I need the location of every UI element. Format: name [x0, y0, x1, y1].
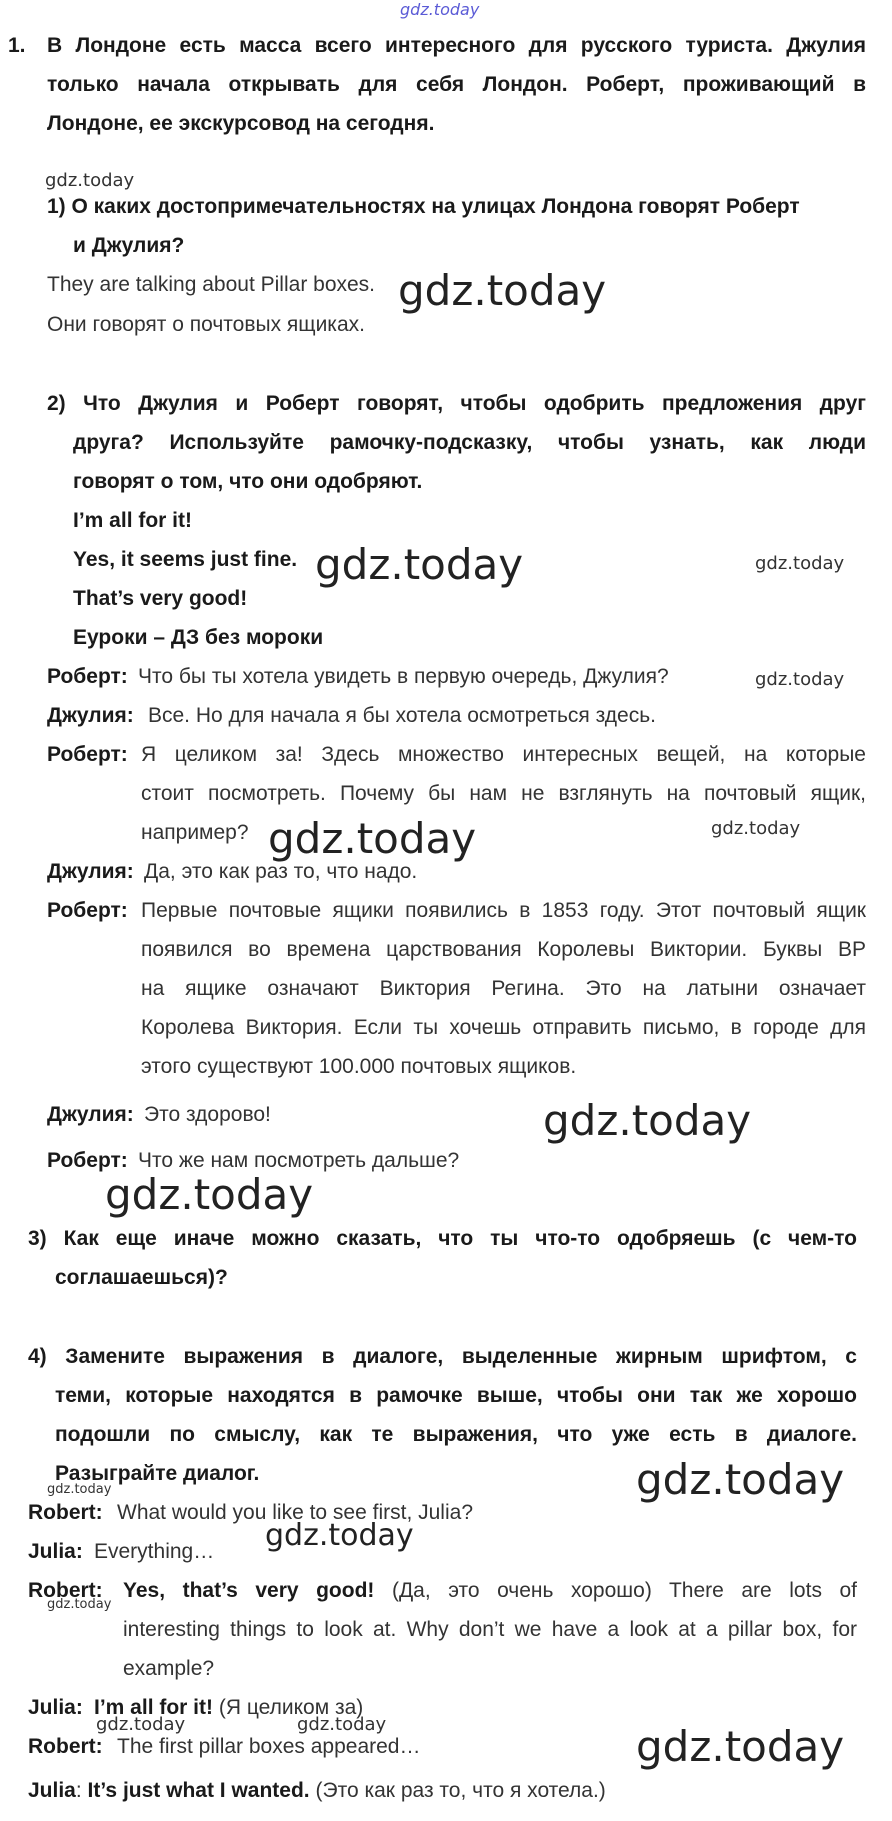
- question-1-line-1: 1) О каких достопримечательностях на улицах Лондона говорят Роберт: [47, 195, 800, 218]
- question-2-line-3: говорят о том, что они одобряют.: [73, 470, 423, 493]
- phrase-1: I’m all for it!: [73, 509, 193, 532]
- watermark-large: gdz.today: [636, 1455, 845, 1504]
- speaker-label: Robert:: [28, 1501, 103, 1524]
- watermark-small: gdz.today: [45, 170, 135, 191]
- phrase-2: Yes, it seems just fine.: [73, 548, 298, 571]
- eurok-line: Еуроки – ДЗ без мороки: [73, 626, 324, 649]
- question-3-line-1: 3) Как еще иначе можно сказать, что ты что-то одобряешь (с чем-то: [28, 1227, 857, 1250]
- watermark-top: gdz.today: [400, 0, 480, 19]
- speaker-label: Julia: [28, 1779, 76, 1802]
- task-intro-line-2: только начала открывать для себя Лондон. Роберт, проживающий в: [47, 73, 866, 96]
- watermark-small: gdz.today: [755, 553, 845, 574]
- question-3-line-2: соглашаешься)?: [55, 1266, 228, 1289]
- dialog-text: (Это как раз то, что я хотела.): [315, 1779, 606, 1802]
- dialog-line: появился во времена царствования Королевы Виктории. Буквы ВР: [141, 938, 866, 961]
- speaker-label: Julia:: [28, 1540, 83, 1563]
- answer-1-english: They are talking about Pillar boxes.: [47, 273, 376, 296]
- speaker-label: Джулия:: [47, 860, 134, 883]
- watermark-medium: gdz.today: [265, 1518, 414, 1553]
- answer-1-russian: Они говорят о почтовых ящиках.: [47, 313, 365, 336]
- dialog-line: Everything…: [94, 1540, 215, 1563]
- bold-phrase: Yes, that’s very good!: [123, 1579, 375, 1602]
- speaker-colon: :: [75, 1779, 82, 1802]
- dialog-line: Первые почтовые ящики появились в 1853 году. Этот почтовый ящик: [141, 899, 866, 922]
- phrase-3: That’s very good!: [73, 587, 248, 610]
- dialog-line: Что бы ты хотела увидеть в первую очередь, Джулия?: [138, 665, 669, 688]
- watermark-large: gdz.today: [398, 266, 607, 315]
- watermark-small: gdz.today: [755, 669, 845, 690]
- dialog-line: The first pillar boxes appeared…: [117, 1735, 421, 1758]
- question-4-line-4: Разыграйте диалог.: [55, 1462, 260, 1485]
- dialog-line: interesting things to look at. Why don’t we have a look at a pillar box, for: [123, 1618, 857, 1641]
- task-number: 1.: [8, 34, 26, 57]
- dialog-line: Это здорово!: [144, 1103, 271, 1126]
- watermark-small: gdz.today: [711, 818, 801, 839]
- dialog-line: What would you like to see first, Julia?: [117, 1501, 473, 1524]
- dialog-text: (Я целиком за): [218, 1696, 364, 1719]
- speaker-label: Джулия:: [47, 1103, 134, 1126]
- speaker-label: Роберт:: [47, 1149, 128, 1172]
- question-4-line-1: 4) Замените выражения в диалоге, выделенные жирным шрифтом, с: [28, 1345, 857, 1368]
- dialog-line: Королева Виктория. Если ты хочешь отправить письмо, в городе для: [141, 1016, 866, 1039]
- dialog-line: Да, это как раз то, что надо.: [144, 860, 418, 883]
- watermark-large: gdz.today: [105, 1170, 314, 1219]
- dialog-line: этого существуют 100.000 почтовых ящиков.: [141, 1055, 577, 1078]
- dialog-line: Что же нам посмотреть дальше?: [138, 1149, 460, 1172]
- speaker-label: Джулия:: [47, 704, 134, 727]
- watermark-tiny: gdz.today: [47, 1597, 112, 1612]
- watermark-large: gdz.today: [636, 1722, 845, 1771]
- dialog-text: (Да, это очень хорошо) There are lots of: [391, 1579, 857, 1602]
- speaker-label: Роберт:: [47, 899, 128, 922]
- task-intro-line-1: В Лондоне есть масса всего интересного для русского туриста. Джулия: [47, 34, 866, 57]
- speaker-label: Robert:: [28, 1579, 103, 1602]
- question-4-line-3: подошли по смыслу, как те выражения, что уже есть в диалоге.: [55, 1423, 857, 1446]
- watermark-large: gdz.today: [315, 540, 524, 589]
- dialog-line: стоит посмотреть. Почему бы нам не взглянуть на почтовый ящик,: [141, 782, 866, 805]
- dialog-line: Я целиком за! Здесь множество интересных вещей, на которые: [141, 743, 866, 766]
- question-2-line-2: друга? Используйте рамочку-подсказку, чтобы узнать, как люди: [73, 431, 866, 454]
- bold-phrase: I’m all for it!: [94, 1696, 214, 1719]
- dialog-line: например?: [141, 821, 249, 844]
- watermark-tiny: gdz.today: [47, 1482, 112, 1497]
- watermark-small: gdz.today: [297, 1714, 387, 1735]
- question-4-line-2: теми, которые находятся в рамочке выше, чтобы они так же хорошо: [55, 1384, 857, 1407]
- speaker-label: Robert:: [28, 1735, 103, 1758]
- watermark-large: gdz.today: [543, 1096, 752, 1145]
- dialog-line: example?: [123, 1657, 215, 1680]
- question-2-line-1: 2) Что Джулия и Роберт говорят, чтобы одобрить предложения друг: [47, 392, 866, 415]
- watermark-large: gdz.today: [268, 814, 477, 863]
- bold-phrase: It’s just what I wanted.: [87, 1779, 310, 1802]
- task-intro-line-3: Лондоне, ее экскурсовод на сегодня.: [47, 112, 435, 135]
- speaker-label: Роберт:: [47, 665, 128, 688]
- dialog-line: на ящике означают Виктория Регина. Это на латыни означает: [141, 977, 866, 1000]
- dialog-line: Все. Но для начала я бы хотела осмотреться здесь.: [148, 704, 656, 727]
- watermark-small: gdz.today: [96, 1714, 186, 1735]
- speaker-label: Роберт:: [47, 743, 128, 766]
- speaker-label: Julia:: [28, 1696, 83, 1719]
- dialog-line: [28, 1779, 606, 1803]
- dialog-line: [123, 1579, 857, 1603]
- question-1-line-2: и Джулия?: [73, 234, 185, 257]
